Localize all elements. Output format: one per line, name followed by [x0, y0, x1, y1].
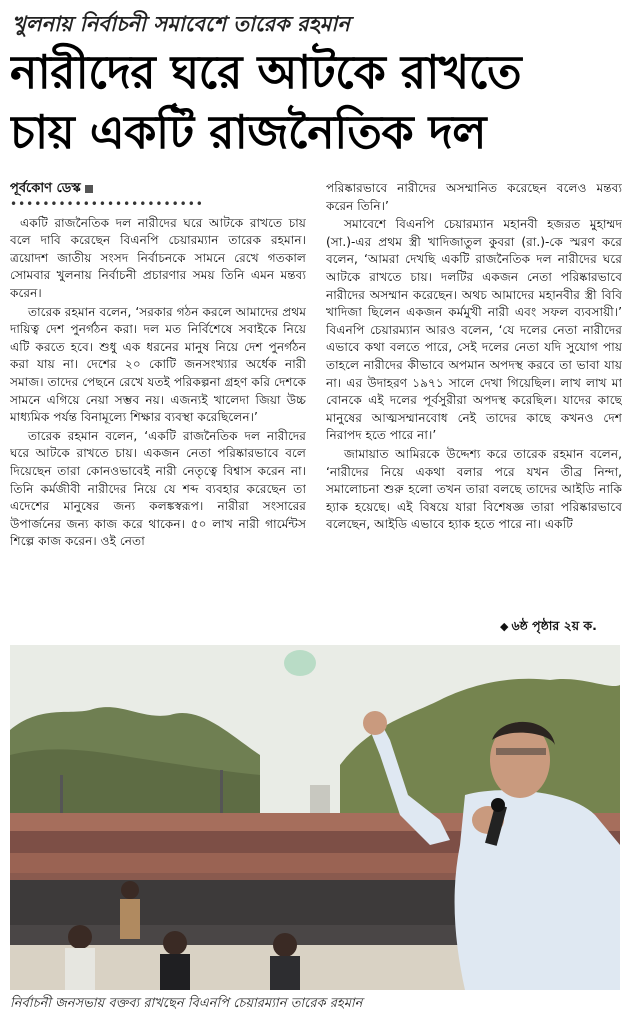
square-bullet-icon — [85, 185, 93, 193]
article-column-left — [10, 180, 306, 635]
paragraph: তারেক রহমান বলেন, ‘সরকার গঠন করলে আমাদের প্রথম দায়িত্ব দেশ পুনর্গঠন করা। দল মত নির্বিশেষে সবাইকে নিয়ে এটি করতে হবে। শুধু এক ধরনের মানুষ নিয়ে দেশ পুনর্গঠন করা যায় না। দেশের ২০ কোটি জনসংখ্যার অর্ধেক নারী সমাজ। তাদের পেছনে রেখে যতই পরিকল্পনা গ্রহণ করি দেশকে সামনে এগিয়ে নেয়া সম্ভব নয়। এজন্যই খালেদা জিয়া উচ্চ মাধ্যমিক পর্যন্ত বিনামূল্যে শিক্ষার ব্যবস্থা করেছিলেন।’ — [10, 304, 306, 425]
photo-caption: নির্বাচনী জনসভায় বক্তব্য রাখছেন বিএনপি চেয়ারম্যান তারেক রহমান — [10, 996, 363, 1011]
jump-text: ৬ষ্ঠ পৃষ্ঠার ২য় ক. — [511, 618, 597, 633]
headline-line-2: চায় একটি রাজনৈতিক দল — [10, 105, 487, 159]
article-headline — [10, 42, 622, 162]
continued-on-page — [500, 618, 597, 638]
diamond-bullet-icon: ◆ — [500, 620, 509, 633]
paragraph: একটি রাজনৈতিক দল নারীদের ঘরে আটকে রাখতে চায় বলে দাবি করেছেন বিএনপি চেয়ারম্যান তারেক রহমান। ত্রয়োদশ জাতীয় সংসদ নির্বাচনকে সামনে রেখে গতকাল সোমবার খুলনায় নির্বাচনী প্রচারণার সময় তিনি এমন মন্তব্য করেন। — [10, 215, 306, 300]
rally-photo — [10, 645, 620, 990]
article-column-right — [326, 180, 622, 635]
paragraph: জামায়াত আমিরকে উদ্দেশ্য করে তারেক রহমান বলেন, ‘নারীদের নিয়ে একথা বলার পরে যখন তীব্র নিন্দা, সমালোচনা শুরু হলো তখন তারা বলছে তাদের আইডি নাকি হ্যাক হয়েছে। এই বিষয়ে যারা বিশেষজ্ঞ তারা পরিষ্কারভাবে বলেছেন, আইডি এভাবে হ্যাক হতে পারে না। একটি — [326, 446, 622, 532]
paragraph: পরিষ্কারভাবে নারীদের অসম্মানিত করেছেন বলেও মন্তব্য করেন তিনি।’ — [326, 181, 622, 213]
dotted-separator: •••••••••••••••••••••••• — [10, 196, 204, 211]
byline — [10, 180, 306, 198]
article-kicker: খুলনায় নির্বাচনী সমাবেশে তারেক রহমান — [12, 12, 350, 36]
paragraph: সমাবেশে বিএনপি চেয়ারম্যান মহানবী হজরত মুহাম্মদ (সা.)-এর প্রথম স্ত্রী খাদিজাতুল কুবরা (রা.)-কে স্মরণ করে বলেন, ‘আমরা দেখছি একটি রাজনৈতিক দল নারীদের ঘরে আটকে রাখতে চায়। দলটির একজন নেতা পরিষ্কারভাবে নারীদের অসম্মান করেছেন। অথচ আমাদের মহানবীর স্ত্রী বিবি খাদিজা ছিলেন একজন কর্মমুখী নারী এবং সফল ব্যবসায়ী।’ বিএনপি চেয়ারম্যান আরও বলেন, ‘যে দলের নেতা নারীদের এভাবে কথা বলতে পারে, সেই দলের নেতা যদি সুযোগ পায় তাহলে নারীদের কীভাবে অপমান অপদস্থ করবে তা ভাবা যায় না। এর উদাহরণ ১৯৭১ সালে দেখা গিয়েছিল। লাখ লাখ মা বোনকে এই দলের পূর্বসুরীরা অপদস্থ করেছিল। যাদের কাছে মানুষের আত্মসম্মানবোধ নেই তাদের কাছে কখনও দেশ নিরাপদ হতে পারে না।’ — [326, 217, 622, 443]
byline-text: পূর্বকোণ ডেস্ক — [10, 181, 81, 196]
headline-line-1: নারীদের ঘরে আটকে রাখতে — [10, 45, 522, 99]
paragraph: তারেক রহমান বলেন, ‘একটি রাজনৈতিক দল নারীদের ঘরে আটকে রাখতে চায়। একজন নেতা পরিষ্কারভাবে বলে দিয়েছেন তারা কোনওভাবেই নারী নেতৃত্বে বিশ্বাস করেন না। তিনি কর্মজীবী নারীদের নিয়ে যে শব্দ ব্যবহার করেছেন তা এদেশের মানুষের জন্য কলঙ্কস্বরূপ। নারীরা সংসারের উপার্জনের জন্য কাজ করে থাকেন। ৫০ লাখ নারী গার্মেন্টস শিল্পে কাজ করেন। ওই নেতা — [10, 428, 306, 549]
